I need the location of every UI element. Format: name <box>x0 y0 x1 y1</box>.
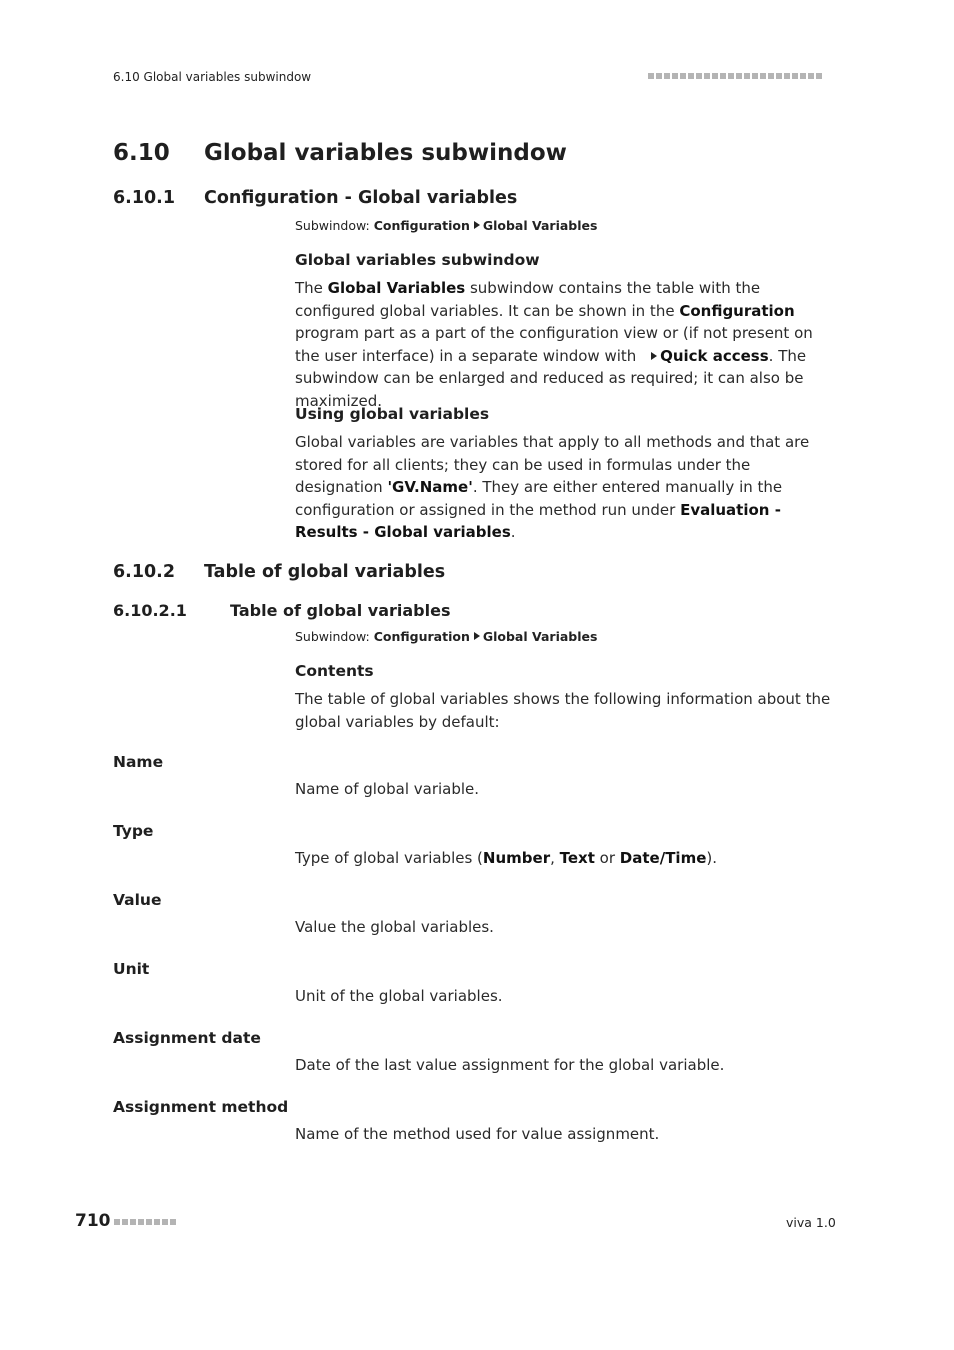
text: The <box>295 279 328 297</box>
field-term-value: Value <box>113 891 162 909</box>
field-term-name: Name <box>113 753 164 771</box>
paragraph-using-global-variables <box>295 431 830 544</box>
path-global-variables: Global Variables <box>482 218 598 233</box>
subwindow-path <box>295 218 597 233</box>
section-heading <box>113 140 713 170</box>
subsection-heading-6-10-1 <box>113 188 713 212</box>
subwindow-label: Subwindow: <box>295 218 374 233</box>
page-number: 710 <box>75 1211 111 1231</box>
subsubsection-number: 6.10.2.1 <box>113 601 187 620</box>
text: subwindow contains the table with the configured global variables. It can be shown in the <box>295 279 761 320</box>
bold-term: Evaluation - Results - Global variables <box>295 500 781 541</box>
subwindow-label: Subwindow: <box>295 629 374 644</box>
text: . <box>510 523 516 541</box>
bold-term: Number <box>482 849 551 867</box>
bold-term: Configuration <box>679 301 795 320</box>
quick-access-link[interactable]: Quick access <box>660 346 769 365</box>
paragraph-global-variables-subwindow <box>295 277 835 412</box>
path-configuration: Configuration <box>373 218 470 233</box>
path-configuration: Configuration <box>373 629 470 644</box>
path-global-variables: Global Variables <box>482 629 598 644</box>
bold-term: Global Variables <box>327 279 466 297</box>
field-term-unit: Unit <box>113 960 150 978</box>
arrow-right-icon <box>651 352 657 360</box>
subsubsection-heading-6-10-2-1 <box>113 601 713 623</box>
section-number: 6.10 <box>113 140 170 166</box>
field-desc-value: Value the global variables. <box>295 918 494 936</box>
field-desc-assignment-date: Date of the last value assignment for the global variable. <box>295 1056 725 1074</box>
header-decoration-dots <box>648 73 822 79</box>
section-title: Global variables subwindow <box>204 140 567 166</box>
field-desc-unit: Unit of the global variables. <box>295 987 503 1005</box>
field-desc-name: Name of global variable. <box>295 780 480 798</box>
subsubsection-title: Table of global variables <box>230 601 451 620</box>
field-term-type: Type <box>113 822 154 840</box>
bold-term: Date/Time <box>619 849 707 867</box>
arrow-right-icon <box>474 221 480 229</box>
footer-decoration-dots <box>114 1219 176 1225</box>
subsection-title: Configuration - Global variables <box>204 188 518 208</box>
text: ). <box>706 849 717 867</box>
field-term-assignment-method: Assignment method <box>113 1098 289 1116</box>
subsection-heading-6-10-2 <box>113 562 713 586</box>
block-heading-using-global-variables: Using global variables <box>295 405 490 423</box>
subsection-title: Table of global variables <box>204 562 446 582</box>
subwindow-path <box>295 629 597 644</box>
field-desc-type <box>295 849 717 867</box>
subsection-number: 6.10.1 <box>113 188 176 208</box>
text: , <box>550 849 560 867</box>
arrow-right-icon <box>474 632 480 640</box>
subsection-number: 6.10.2 <box>113 562 176 582</box>
text: . The subwindow can be enlarged and reduced as required; it can also be maximized. <box>295 346 807 410</box>
field-term-assignment-date: Assignment date <box>113 1029 261 1047</box>
field-desc-assignment-method: Name of the method used for value assignment. <box>295 1125 660 1143</box>
block-heading-contents: Contents <box>295 662 374 680</box>
text: Type of global variables ( <box>295 849 483 867</box>
text: program part as a part of the configuration view or (if not present on the user interface) in a separate window with <box>295 324 813 365</box>
running-header: 6.10 Global variables subwindow <box>113 70 312 84</box>
bold-term: 'GV.Name' <box>387 478 473 496</box>
product-version: viva 1.0 <box>786 1215 836 1230</box>
bold-term: Text <box>559 849 595 867</box>
block-heading-global-variables-subwindow: Global variables subwindow <box>295 251 540 269</box>
text: or <box>594 849 620 867</box>
paragraph-contents: The table of global variables shows the following information about the global variables by default: <box>295 690 831 731</box>
text: Global variables are variables that apply to all methods and that are stored for all clients; they can be used in formulas under the designation <box>295 433 810 496</box>
text: . They are either entered manually in the configuration or assigned in the method run under <box>295 478 783 519</box>
